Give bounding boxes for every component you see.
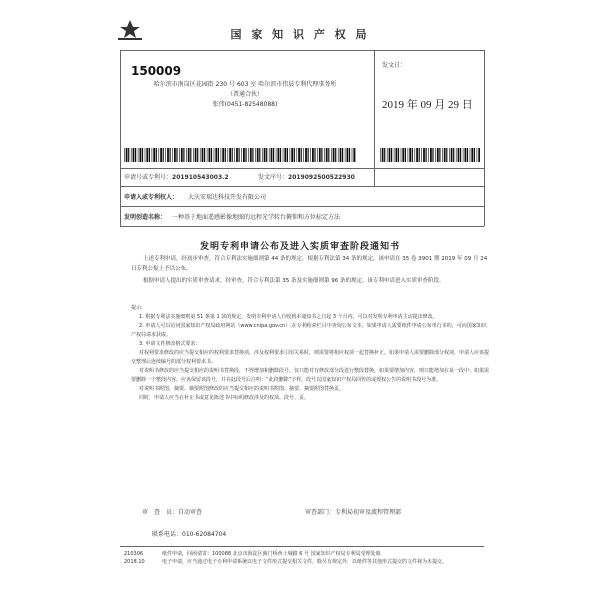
phone-row (152, 529, 226, 538)
dispatch-date: 2019 年 09 月 29 日 (382, 99, 473, 111)
tip-item: 对权利要求修改的应当提交相应的权利要求替换项，涉及权利要求引用关系时，则需要将相应权项一起替换补正。如果申请人需要删除部分权项，申请人应该提交整理后连续编号的部分权利要求书。 (131, 350, 490, 365)
app-number-row (124, 172, 229, 181)
divider-barcode (120, 168, 484, 169)
paper-filing-note: 纸件申请，回函请寄：100088 北京市海淀区蓟门桥西土城路 6 号 国家知识产权局专利局受理处收 (162, 551, 381, 557)
notice-paragraph-2: 根据申请人提出的实质审查请求，经审查，符合专利法第 35 条及实施细则第 96 条的规定，该专利申请进入实质审查阶段。 (143, 278, 445, 284)
dept-value: 专利局初审及流程管理部 (335, 509, 402, 516)
divider-invention (120, 226, 484, 227)
recipient-address (120, 80, 370, 110)
address-line-1: 哈尔滨市南岗区花园街 230 号 603 室 哈尔滨市伟晨专利代理事务所 (153, 81, 337, 88)
notice-title: 发明专利申请公布及进入实质审查阶段通知书 (199, 242, 400, 252)
postcode: 150009 (131, 64, 182, 78)
phone-value: 010-62084704 (182, 531, 227, 538)
divider-applicant (120, 206, 484, 207)
address-line-3: 张伟(0451-82548088) (212, 101, 278, 108)
invention-label: 发明创造名称： (124, 214, 167, 221)
electronic-filing-note: 电子申请，应当通过电子专利申请系统以电子文件形式提交相关文件。除另有规定外，以纸件等其他形式提交的文件视为未提交。 (162, 559, 448, 565)
address-line-2: （普通合伙） (226, 91, 263, 98)
app-number-value: 201910543003.2 (172, 174, 229, 181)
divider-number (120, 186, 484, 187)
tip-item: 1. 根据专利法实施细则第 51 条第 1 款的规定，发明专利申请人自收到本通知书之日起 3 个月内，可以对发明专利申请主动提出修改。 (139, 314, 438, 320)
form-code (124, 550, 145, 566)
serial-row (258, 172, 355, 181)
frame-mid-2 (374, 168, 375, 186)
tip-item: 3. 申请文件修改格式要求： (139, 341, 201, 347)
tips-section (131, 304, 489, 403)
examiner-label: 审 查 员： (142, 509, 179, 516)
form-code-value: 210306 (124, 551, 144, 557)
serial-value: 2019092500522930 (288, 174, 355, 181)
applicant-value: 大庆安瑞达科技开发有限公司 (187, 194, 266, 201)
examiner-row (142, 507, 202, 516)
divider-top (120, 50, 484, 51)
tips-heading: 提示: (131, 305, 143, 311)
barcode-left (124, 148, 356, 162)
barcode-right (380, 148, 480, 162)
invention-value: 一种基于地面遥感影像地图的远程光学转台俯仰和方位标定方法 (171, 214, 340, 221)
office-name: 国 家 知 识 产 权 局 (230, 28, 370, 41)
tip-item: 2. 申请人可以访问国家知识产权局政府网站（www.cnipa.gov.cn）,在专利检索栏目中查询公布文本。如果申请人需要纸件申请公布单行本的，可向国家知识产权局请求获取。 (131, 323, 487, 338)
applicant-label: 申请人或专利权人： (124, 194, 179, 201)
applicant-row (124, 192, 266, 201)
tip-item: 对说明书修改的应当提交相应的说明书替换段，不得增加和删除段号，仅只能对有修改部分段进行整段替换。如果要增加内容，则只能增加在某一段中；如果需要删除一个整段内容，应该保留该段号，并在此段号后注明：“此段删除”字样。段号以国家知识产权局回传的或授权公告的说明书段号为准。 (131, 368, 490, 383)
serial-label: 发文序号： (258, 174, 289, 181)
frame-left (120, 50, 121, 226)
notice-paragraph-1: 上述专利申请，经初步审查，符合专利法实施细则第 44 条的规定。根据专利法第 34 条的规定，该申请在 35 卷 3901 期 2019 年 09 月 24 日专利公报上予以公布。 (131, 256, 488, 272)
footer-notes (162, 550, 484, 566)
divider-footer (120, 546, 484, 547)
invention-row (124, 212, 340, 221)
phone-label: 联系电话： (152, 531, 183, 538)
examiner-value: 自动审查 (178, 509, 203, 516)
tip-item: 同时，申请人应当在补正书或意见陈述书中标明修改涉及的权项、段号、页。 (139, 395, 310, 401)
frame-mid (374, 50, 375, 168)
app-number-label: 申请号或专利号： (124, 174, 173, 181)
form-date-value: 2018.10 (124, 559, 145, 565)
frame-right (484, 50, 485, 226)
dispatch-date-label: 发文日： (382, 62, 407, 69)
dept-row (305, 507, 401, 516)
tip-item: 对说明书附图、摘要、摘要附图修改的应当提交相应的说明书附图、摘要、摘要附图替换页。 (139, 386, 345, 392)
dept-label: 审查部门： (305, 509, 336, 516)
